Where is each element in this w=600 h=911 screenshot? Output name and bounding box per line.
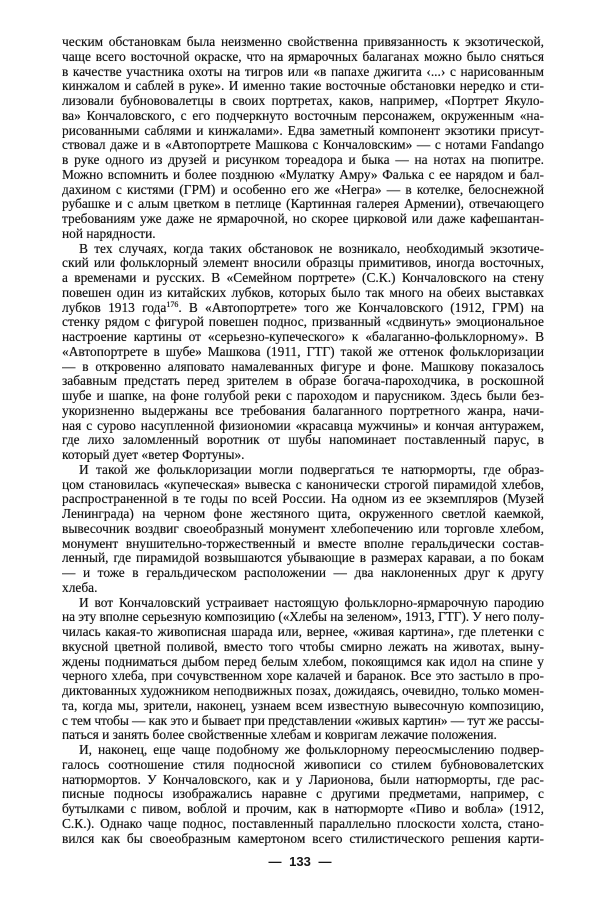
text-line: ва» Кончаловского, с его подчеркнуто восточным персонажем, окруженным «на- — [62, 108, 544, 123]
text-line: который дует «ветер Фортуны». — [62, 448, 245, 462]
text-line: черного хлеба, при сочувственном хоре калачей и баранок. Все это застыло в про- — [62, 669, 544, 684]
text-line: И такой же фольклоризации могли подвергаться те натюрморты, где образ- — [79, 462, 544, 477]
text-line: ленный, где пирамидой возвышаются убывающие в размерах караваи, а по бокам — [62, 551, 544, 566]
text-line: требованиям уже даже не ярмарочной, но скорее цирковой или даже кафешантан- — [62, 212, 544, 226]
text-line: укоризненно выдержаны все требования балаганного портретного жанра, начи- — [62, 403, 544, 418]
text-line — [62, 301, 544, 316]
text-line: забавным предстать перед зрителем в образе богача-пароходчика, в роскошной — [62, 374, 544, 389]
text-line: монумент внушительно-торжественный и вместе вполне геральдически состав- — [62, 536, 544, 551]
text-line: где лихо заломленный воротник от шубы напоминает поставленный парус, в — [62, 433, 544, 448]
text-line: шубе и шапке, на фоне голубой реки с пароходом и парусником. Здесь были без- — [62, 389, 544, 403]
text-line: рисованными саблями и кинжалами». Едва заметный компонент экзотики присут- — [62, 123, 544, 138]
text-line: Ленинграда) на черном фоне жестяного щита, окруженного светлой каемкой, — [62, 507, 544, 521]
text-segment: . В «Автопортрете» того же Кончаловского (1912, ГРМ) на — [178, 300, 544, 315]
text-line: лизовали бубнововалетцы в своих портретах, каков, например, «Портрет Якуло- — [62, 94, 544, 108]
text-line: чаще всего восточной окраске, что на ярмарочных балаганах можно было сняться — [62, 49, 544, 64]
text-line: — и тоже в геральдическом расположении — два наклоненных друг к другу — [62, 566, 544, 580]
text-line: в руке одного из друзей и рисунком тореадора и быка — на нотах на пюпитре. — [62, 153, 544, 167]
paragraph — [62, 35, 544, 242]
text-segment: лубков 1913 года — [62, 300, 167, 315]
text-line: в качестве участника охоты на тигров или «в папахе джигита ‹...› с нарисованным — [62, 64, 544, 79]
paragraph — [62, 743, 544, 846]
text-line: хлеба. — [62, 580, 98, 595]
text-line: на эту вполне серьезную композицию («Хлебы на зеленом», 1913, ГТГ). У него полу- — [62, 610, 544, 625]
text-line: И, наконец, еще чаще подобному же фольклорному переосмыслению подвер- — [79, 743, 544, 757]
text-line: Можно вспомнить и более позднюю «Мулатку Амру» Фалька с ее нарядом и бал- — [62, 167, 544, 182]
text-line: вился как бы своеобразным камертоном всего стилистического решения карти- — [62, 831, 544, 846]
page-number: — 133 — — [268, 854, 332, 869]
text-line: диктованных художником неподвижных позах, дожидаясь, очевидно, только момен- — [62, 684, 544, 698]
text-line: В тех случаях, когда таких обстановок не возникало, необходимый экзотиче- — [79, 241, 544, 256]
paragraph — [62, 242, 544, 463]
text-line: повешен один из китайских лубков, которых было так много на обеих выставках — [62, 285, 544, 300]
text-line: кинжалом и саблей в руке». И именно такие восточные обстановки нередко и сти- — [62, 79, 544, 94]
text-line: дахином с кистями (ГРМ) и особенно его же «Негра» — в котелке, белоснежной — [62, 182, 544, 197]
text-line: — в откровенно аляповато намалеванных фигуре и фоне. Машкову показалось — [62, 359, 544, 374]
paragraph — [62, 463, 544, 596]
text-line: ная с сурово насупленной физиономии «красавца мужчины» и кончая антуражем, — [62, 418, 544, 433]
text-line: бутылками с пивом, воблой и прочим, как в натюрморте «Пиво и вобла» (1912, — [62, 802, 544, 816]
text-line: цом становилась «купеческая» вывеска с канонически строгой пирамидой хлебов, — [62, 477, 544, 492]
text-line: ский или фольклорный элемент вносили образцы примитивов, иногда восточных, — [62, 256, 544, 271]
text-line: паться и занять более свойственные хлебам и ковригам лежачие положения. — [62, 728, 497, 743]
footnote-reference[interactable]: 176 — [166, 300, 179, 309]
text-line: ной нарядности. — [62, 226, 156, 241]
text-line: натюрмортов. У Кончаловского, как и у Ларионова, были натюрморты, где рас- — [62, 772, 544, 787]
text-line: ствовал даже и в «Автопортрете Машкова с Кончаловским» — с нотами Fandango — [62, 138, 544, 153]
text-line: ждены подниматься дыбом перед белым хлебом, покоящимся как идол на спине у — [62, 654, 544, 669]
text-line: а временами и русских. В «Семейном портрете» (С.К.) Кончаловского на стену — [62, 271, 544, 285]
text-line: писные подносы изображались наравне с другими предметами, например, с — [62, 787, 544, 802]
text-line: И вот Кончаловский устраивает настоящую фольклорно-ярмарочную пародию — [79, 595, 544, 610]
text-line: «Автопортрете в шубе» Машкова (1911, ГТГ) такой же оттенок фольклоризации — [62, 344, 544, 359]
text-line: вкусной цветной поливой, вместо того чтобы смирно лежать на животах, выну- — [62, 639, 544, 654]
text-line: распространенной в те годы по всей России. На одном из ее экземпляров (Музей — [62, 492, 544, 507]
text-line: та, когда мы, зрители, наконец, узнаем всем известную вывесочную композицию, — [62, 698, 544, 713]
text-line: С.К.). Однако чаще поднос, поставленный параллельно плоскости холста, стано- — [62, 816, 544, 831]
paragraph — [62, 596, 544, 744]
text-line: стенку рядом с фигурой повешен поднос, призванный «сдвинуть» эмоциональное — [62, 315, 544, 330]
text-line: ческим обстановкам была неизменно свойственна привязанность к экзотической, — [62, 35, 544, 49]
text-line: галось соотношение стиля подносной живописи со стилем бубнововалетских — [62, 757, 544, 772]
text-line: вывесочник воздвиг своеобразный монумент хлебопечению или торговле хлебом, — [62, 521, 544, 536]
text-line: с тем чтобы — как это и бывает при представлении «живых картин» — тут же рассы- — [62, 713, 544, 728]
text-line: чилась какая-то живописная шарада или, вернее, «живая картина», где плетенки с — [62, 625, 544, 639]
text-line: рубашке и с алым цветком в петлице (Картинная галерея Армении), отвечающего — [62, 197, 544, 212]
text-line: настроение картины от «серьезно-купеческого» к «балаганно-фольклорному». В — [62, 330, 544, 344]
page-body-text — [62, 35, 544, 846]
